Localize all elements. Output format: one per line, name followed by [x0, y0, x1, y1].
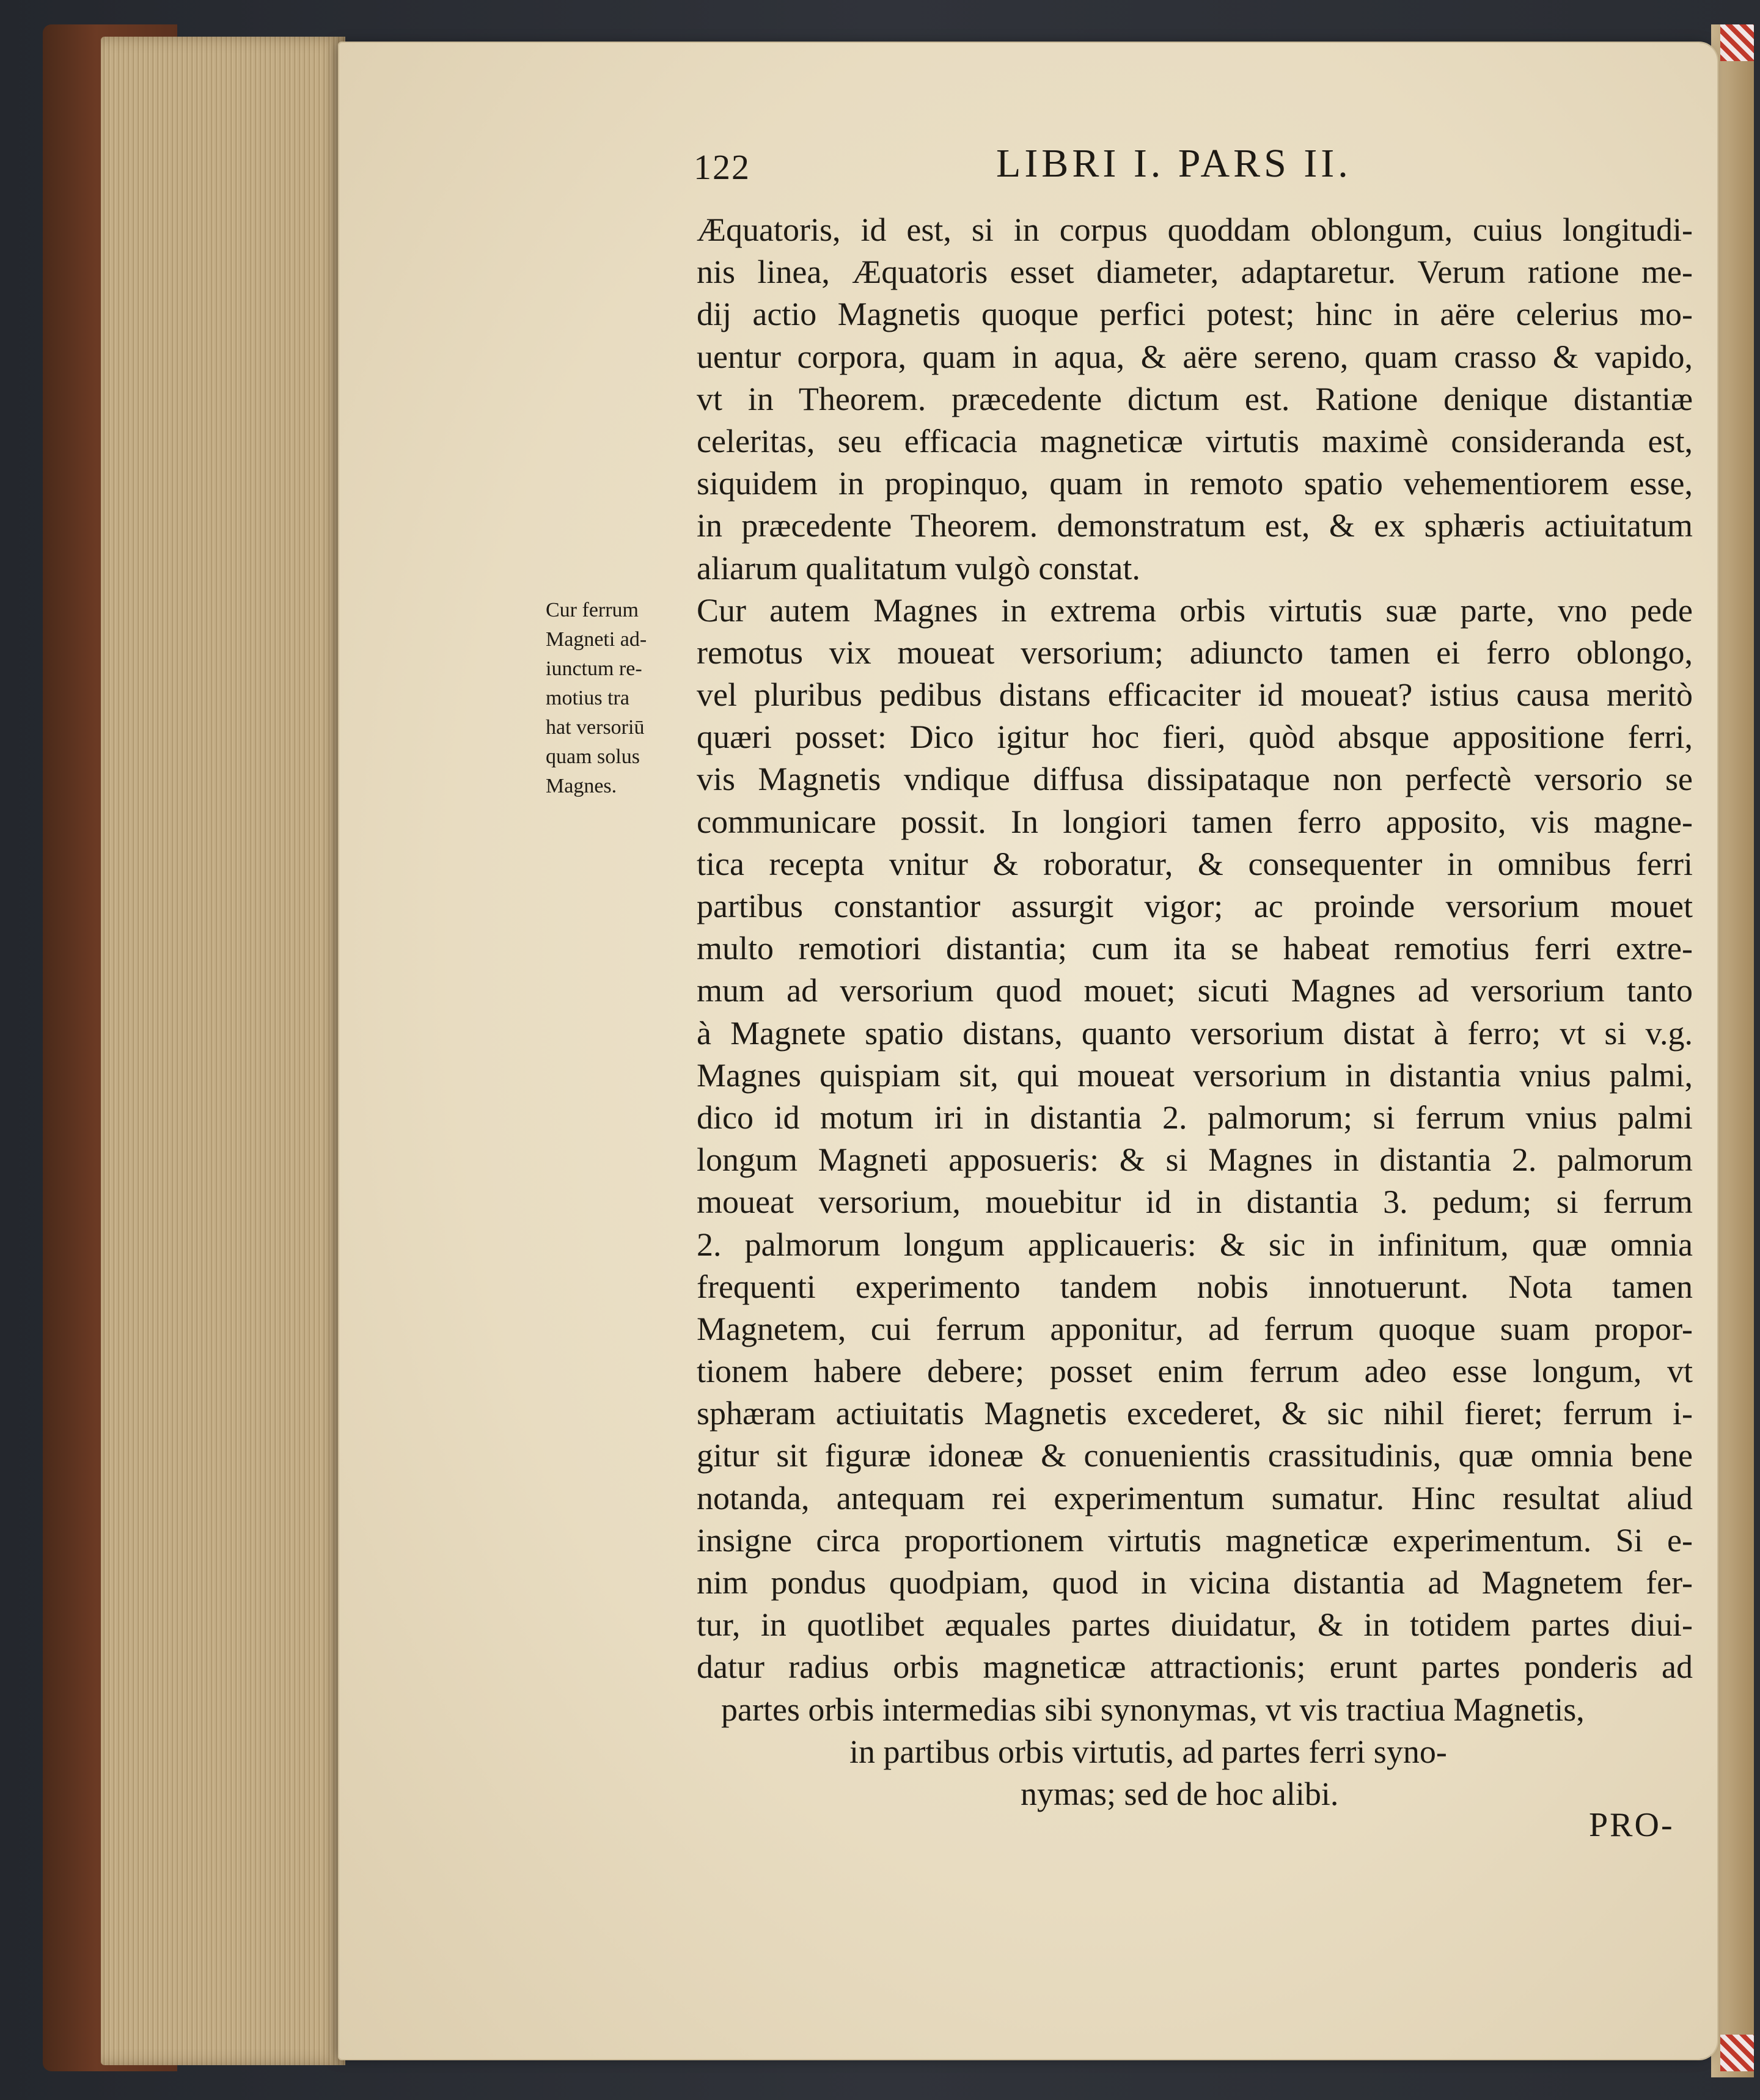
running-head: LIBRI I. PARS II.	[996, 141, 1352, 186]
text-line: vt in Theorem. præcedente dictum est. Ratione denique distantiæ	[697, 380, 1693, 417]
marginal-note-line: hat versoriū	[546, 716, 645, 739]
text-line: mum ad versorium quod mouet; sicuti Magnes ad versorium tanto	[697, 972, 1693, 1009]
text-line: tica recepta vnitur & roboratur, & consequenter in omnibus ferri	[697, 845, 1693, 882]
text-line: tionem habere debere; posset enim ferrum adeo esse longum, vt	[697, 1353, 1693, 1390]
body-text	[697, 209, 1693, 1815]
text-line: à Magnete spatio distans, quanto versorium distat à ferro; vt si v.g.	[697, 1014, 1693, 1052]
text-line: Æquatoris, id est, si in corpus quoddam oblongum, cuius longitudi-	[697, 211, 1693, 248]
marginal-note-line: Magneti ad-	[546, 628, 647, 651]
text-line: Magnes quispiam sit, qui moueat versorium in distantia vnius palmi,	[697, 1056, 1693, 1094]
right-page-edge	[1711, 24, 1754, 2077]
text-line: partibus constantior assurgit vigor; ac proinde versorium mouet	[697, 888, 1693, 924]
text-line: partes orbis intermedias sibi synonymas, vt vis tractiua Magnetis,	[721, 1691, 1585, 1728]
marginal-note-line: Magnes.	[546, 775, 617, 797]
text-line: vel pluribus pedibus distans efficaciter id moueat? istius causa meritò	[697, 676, 1693, 714]
text-line: nymas; sed de hoc alibi.	[1021, 1775, 1339, 1812]
text-line: multo remotiori distantia; cum ita se habeat remotius ferri extre-	[697, 930, 1693, 967]
text-line: aliarum qualitatum vulgò constat.	[697, 549, 1140, 587]
bookmark-ribbon-icon	[1720, 2035, 1754, 2071]
text-line: gitur sit figuræ idoneæ & conuenientis crassitudinis, quæ omnia bene	[697, 1437, 1693, 1474]
marginal-note-line: quam solus	[546, 745, 640, 768]
text-line: frequenti experimento tandem nobis innotuerunt. Nota tamen	[697, 1268, 1693, 1305]
text-line: in præcedente Theorem. demonstratum est, & ex sphæris actiuitatum	[697, 507, 1693, 544]
text-line: tur, in quotlibet æquales partes diuidatur, & in totidem partes diui-	[697, 1606, 1693, 1644]
text-line: celeritas, seu efficacia magneticæ virtutis maximè consideranda est,	[697, 422, 1693, 459]
marginal-note-line: iunctum re-	[546, 657, 642, 680]
text-line: Magnetem, cui ferrum apponitur, ad ferrum quoque suam propor-	[697, 1310, 1693, 1347]
page-edges	[101, 37, 345, 2065]
text-line: datur radius orbis magneticæ attractionis; erunt partes ponderis ad	[697, 1648, 1693, 1686]
text-line: nim pondus quodpiam, quod in vicina distantia ad Magnetem fer-	[697, 1564, 1693, 1601]
text-line: notanda, antequam rei experimentum sumatur. Hinc resultat aliud	[697, 1479, 1693, 1516]
text-line: siquidem in propinquo, quam in remoto spatio vehementiorem esse,	[697, 465, 1693, 502]
text-line: nis linea, Æquatoris esset diameter, adaptaretur. Verum ratione me-	[697, 254, 1693, 291]
text-line: quæri posset: Dico igitur hoc fieri, quòd absque appositione ferri,	[697, 719, 1693, 756]
text-line: remotus vix moueat versorium; adiuncto tamen ei ferro oblongo,	[697, 634, 1693, 671]
bookmark-ribbon-icon	[1720, 24, 1754, 61]
text-line: longum Magneti apposueris: & si Magnes in distantia 2. palmorum	[697, 1141, 1693, 1179]
page-number: 122	[694, 147, 750, 187]
text-line: vis Magnetis vndique diffusa dissipataque non perfectè versorio se	[697, 761, 1693, 798]
text-line: uentur corpora, quam in aqua, & aëre sereno, quam crasso & vapido,	[697, 338, 1693, 375]
text-line: dij actio Magnetis quoque perfici potest; hinc in aëre celerius mo-	[697, 296, 1693, 333]
text-line: insigne circa proportionem virtutis magneticæ experimentum. Si e-	[697, 1521, 1693, 1559]
text-line: sphæram actiuitatis Magnetis excederet, & sic nihil fieret; ferrum i-	[697, 1395, 1693, 1432]
marginal-note-line: motius tra	[546, 687, 629, 709]
marginal-note	[546, 596, 692, 801]
text-line: moueat versorium, mouebitur id in distantia 3. pedum; si ferrum	[697, 1184, 1693, 1221]
text-line: 2. palmorum longum applicaueris: & sic in infinitum, quæ omnia	[697, 1226, 1693, 1263]
text-line: Cur autem Magnes in extrema orbis virtutis suæ parte, vno pede	[697, 591, 1693, 629]
marginal-note-line: Cur ferrum	[546, 599, 639, 621]
text-line: in partibus orbis virtutis, ad partes ferri syno-	[849, 1733, 1447, 1770]
text-line: communicare possit. In longiori tamen ferro apposito, vis magne-	[697, 803, 1693, 840]
text-line: dico id motum iri in distantia 2. palmorum; si ferrum vnius palmi	[697, 1099, 1693, 1136]
catchword: PRO-	[1589, 1806, 1674, 1844]
